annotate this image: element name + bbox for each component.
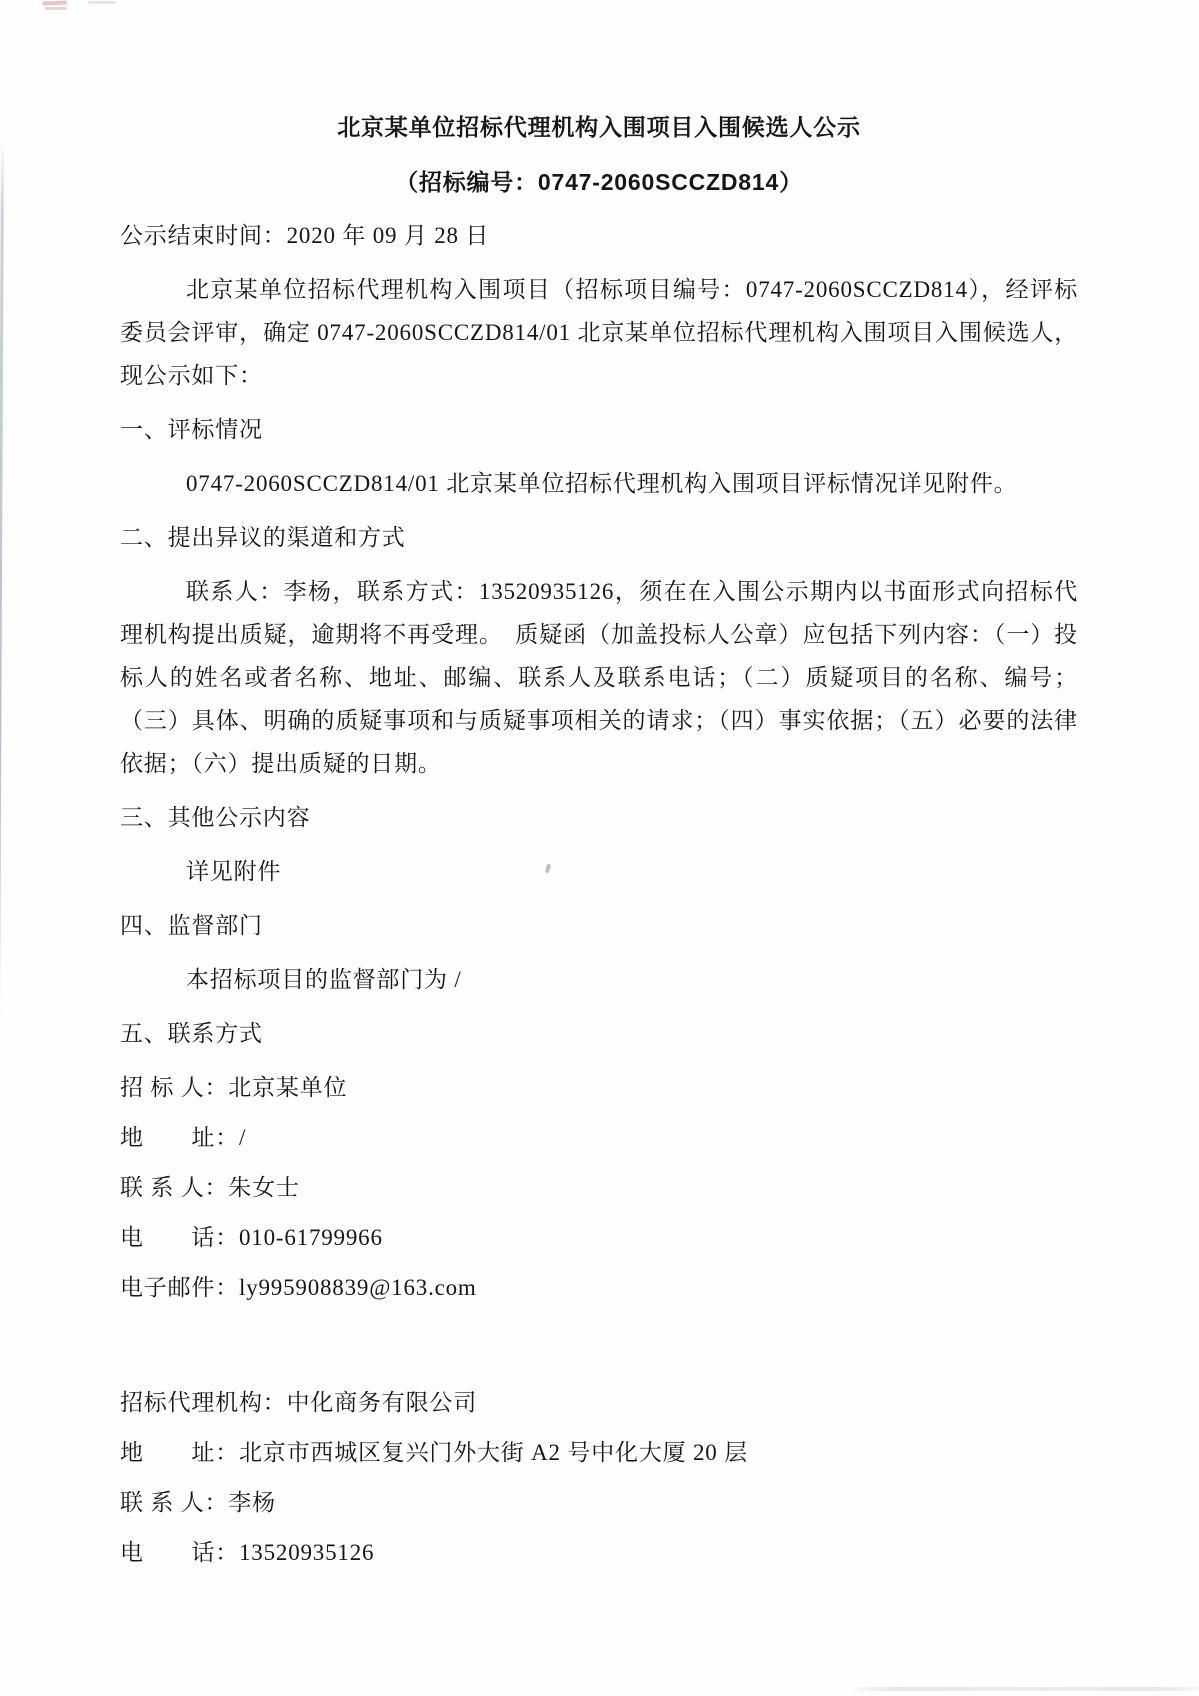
publicity-end-time-line: 公示结束时间：2020 年 09 月 28 日 (120, 223, 490, 248)
scan-artifact-pink-smudge (42, 1, 67, 6)
section-2-heading: 二、提出异议的渠道和方式 (120, 525, 406, 550)
document-subtitle-tender-number: （招标编号：0747-2060SCCZD814） (395, 169, 803, 195)
scan-artifact-pink-smudge (45, 7, 67, 10)
tenderer-email-line: 电子邮件：ly995908839@163.com (120, 1275, 477, 1300)
document-content (120, 106, 1078, 1581)
tenderer-address-line: 地 址：/ (120, 1125, 247, 1150)
scan-artifact-bottom-streak (852, 1687, 1199, 1691)
section-3-heading: 三、其他公示内容 (120, 805, 311, 830)
scan-artifact-left-edge-line (0, 140, 3, 1696)
document-title: 北京某单位招标代理机构入围项目入围候选人公示 (337, 114, 861, 140)
section-1-heading: 一、评标情况 (120, 417, 263, 442)
section-1-body: 0747-2060SCCZD814/01 北京某单位招标代理机构入围项目评标情况详见附件。 (186, 471, 1018, 496)
agency-contact-person-line: 联 系 人：李杨 (120, 1490, 276, 1515)
section-2-body: 联系人：李杨，联系方式：13520935126，须在在入围公示期内以书面形式向招标代理机构提出质疑，逾期将不再受理。 质疑函（加盖投标人公章）应包括下列内容：（一）投标人的姓名或者名称、地址、邮编、联系人及联系电话；（二）质疑项目的名称、编号；（三）具体、明确的质疑事项和与质疑事项相关的请求；（四）事实依据；（五）必要的法律依据；（六）提出质疑的日期。 (120, 579, 1078, 776)
agency-phone-line: 电 话：13520935126 (120, 1540, 375, 1565)
tenderer-contact-person-line: 联 系 人：朱女士 (120, 1175, 300, 1200)
section-4-heading: 四、监督部门 (120, 913, 263, 938)
scan-artifact-pink-smudge (88, 1, 116, 4)
tenderer-phone-line: 电 话：010-61799966 (120, 1225, 383, 1250)
tenderer-name-line: 招 标 人：北京某单位 (120, 1075, 348, 1100)
section-3-body: 详见附件 (186, 859, 282, 884)
section-5-heading: 五、联系方式 (120, 1021, 263, 1046)
section-4-body: 本招标项目的监督部门为 / (186, 967, 462, 992)
blank-gap (120, 1316, 1078, 1381)
agency-address-line: 地 址：北京市西城区复兴门外大街 A2 号中化大厦 20 层 (120, 1440, 748, 1465)
agency-name-line: 招标代理机构：中化商务有限公司 (120, 1390, 477, 1415)
intro-paragraph: 北京某单位招标代理机构入围项目（招标项目编号：0747-2060SCCZD814），经评标委员会评审，确定 0747-2060SCCZD814/01 北京某单位招标代理机构入围项目入围候选人，现公示如下： (120, 277, 1078, 388)
